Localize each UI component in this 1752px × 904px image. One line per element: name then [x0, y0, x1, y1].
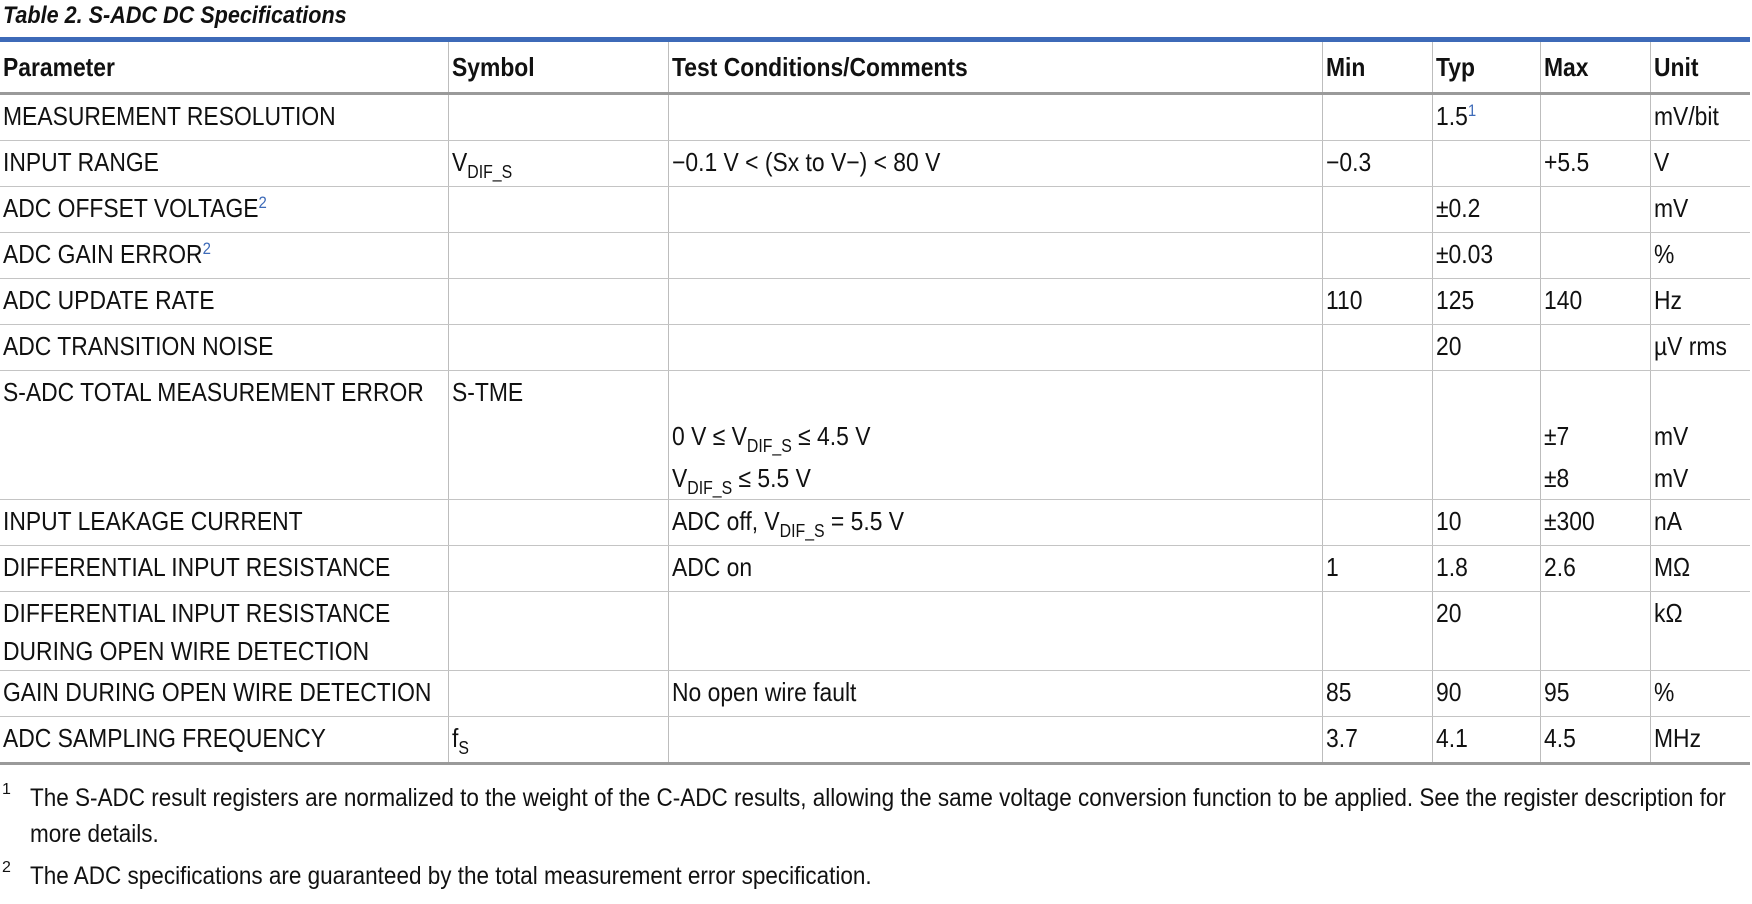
cell-conditions: −0.1 V < (Sx to V−) < 80 V	[668, 141, 1322, 187]
cell-min	[1322, 325, 1432, 371]
table-row	[0, 371, 1750, 500]
spec-table	[0, 37, 1750, 765]
header-unit: Unit	[1650, 40, 1750, 94]
cell-min	[1322, 94, 1432, 141]
cell-parameter: ADC SAMPLING FREQUENCY	[0, 717, 448, 764]
cell-parameter: MEASUREMENT RESOLUTION	[0, 94, 448, 141]
cell-conditions	[668, 279, 1322, 325]
footnote	[0, 780, 1740, 852]
cell-symbol: $V_{DIF\_S}$	[448, 141, 668, 187]
cell-conditions	[668, 592, 1322, 671]
cell-unit: V	[1650, 141, 1750, 187]
header-row	[0, 40, 1750, 94]
cell-conditions: No open wire fault	[668, 671, 1322, 717]
cell-typ: ±0.03	[1432, 233, 1540, 279]
cell-typ: 4.1	[1432, 717, 1540, 764]
table-row	[0, 233, 1750, 279]
footnote-ref[interactable]: 2	[202, 239, 211, 258]
cell-min: 110	[1322, 279, 1432, 325]
cell-parameter: S-ADC TOTAL MEASUREMENT ERROR	[0, 371, 448, 500]
footnotes	[0, 780, 1740, 900]
cell-unit: nA	[1650, 500, 1750, 546]
cell-conditions	[668, 717, 1322, 764]
header-min: Min	[1322, 40, 1432, 94]
cell-max: 2.6	[1540, 546, 1650, 592]
cell-max	[1540, 325, 1650, 371]
cell-symbol: $f_S$	[448, 717, 668, 764]
cell-max: ±300	[1540, 500, 1650, 546]
cell-parameter: ADC OFFSET VOLTAGE$^2$	[0, 187, 448, 233]
table-row	[0, 94, 1750, 141]
cell-unit: kΩ	[1650, 592, 1750, 671]
cell-symbol	[448, 187, 668, 233]
table-row	[0, 717, 1750, 764]
cell-unit: mV	[1650, 187, 1750, 233]
cell-unit: µV rms	[1650, 325, 1750, 371]
footnote-ref[interactable]: 2	[258, 193, 267, 212]
table-caption: Table 2. S-ADC DC Specifications	[3, 2, 347, 29]
cell-typ	[1432, 141, 1540, 187]
cell-symbol	[448, 671, 668, 717]
cell-max	[1540, 592, 1650, 671]
table-row	[0, 325, 1750, 371]
cell-conditions: ADC on	[668, 546, 1322, 592]
footnote	[0, 858, 1740, 894]
cell-max: ±7 ±8	[1540, 371, 1650, 500]
header-symbol: Symbol	[448, 40, 668, 94]
cell-symbol	[448, 94, 668, 141]
footnote-number: 1	[2, 781, 11, 798]
cell-typ	[1432, 371, 1540, 500]
cell-typ: 125	[1432, 279, 1540, 325]
cell-parameter: ADC TRANSITION NOISE	[0, 325, 448, 371]
cell-symbol	[448, 233, 668, 279]
cell-unit: %	[1650, 671, 1750, 717]
cell-min: 1	[1322, 546, 1432, 592]
cell-max	[1540, 94, 1650, 141]
cell-typ: 20	[1432, 325, 1540, 371]
header-conditions: Test Conditions/Comments	[668, 40, 1322, 94]
cell-min	[1322, 233, 1432, 279]
cell-typ: 1.5$^1$	[1432, 94, 1540, 141]
table-row	[0, 187, 1750, 233]
cell-min	[1322, 592, 1432, 671]
cell-parameter: DIFFERENTIAL INPUT RESISTANCE DURING OPEN WIRE DETECTION	[0, 592, 448, 671]
cell-conditions	[668, 187, 1322, 233]
cell-typ: 20	[1432, 592, 1540, 671]
cell-min	[1322, 500, 1432, 546]
cell-parameter: INPUT RANGE	[0, 141, 448, 187]
table-row	[0, 592, 1750, 671]
cell-min: 85	[1322, 671, 1432, 717]
cell-max: 140	[1540, 279, 1650, 325]
cell-unit: mV mV	[1650, 371, 1750, 500]
cell-symbol: S-TME	[448, 371, 668, 500]
footnote-ref[interactable]: 1	[1467, 101, 1476, 120]
cell-max	[1540, 233, 1650, 279]
header-max: Max	[1540, 40, 1650, 94]
footnote-text: The ADC specifications are guaranteed by the total measurement error specification.	[30, 862, 872, 890]
cell-typ: ±0.2	[1432, 187, 1540, 233]
cell-unit: MΩ	[1650, 546, 1750, 592]
cell-typ: 1.8	[1432, 546, 1540, 592]
cell-unit: MHz	[1650, 717, 1750, 764]
table-row	[0, 500, 1750, 546]
cell-symbol	[448, 592, 668, 671]
cell-max: 95	[1540, 671, 1650, 717]
cell-min	[1322, 187, 1432, 233]
cell-symbol	[448, 546, 668, 592]
cell-max: +5.5	[1540, 141, 1650, 187]
cell-min	[1322, 371, 1432, 500]
cell-min: −0.3	[1322, 141, 1432, 187]
footnote-number: 2	[2, 859, 11, 876]
table-row	[0, 671, 1750, 717]
header-typ: Typ	[1432, 40, 1540, 94]
cell-symbol	[448, 325, 668, 371]
cell-parameter: INPUT LEAKAGE CURRENT	[0, 500, 448, 546]
cell-symbol	[448, 279, 668, 325]
cell-max: 4.5	[1540, 717, 1650, 764]
cell-min: 3.7	[1322, 717, 1432, 764]
table-row	[0, 279, 1750, 325]
cell-parameter: ADC GAIN ERROR$^2$	[0, 233, 448, 279]
cell-parameter: GAIN DURING OPEN WIRE DETECTION	[0, 671, 448, 717]
cell-conditions: ADC off, $V_{DIF\_S} = 5.5$ V	[668, 500, 1322, 546]
cell-typ: 10	[1432, 500, 1540, 546]
cell-symbol	[448, 500, 668, 546]
table-row	[0, 141, 1750, 187]
header-parameter: Parameter	[0, 40, 448, 94]
cell-conditions	[668, 233, 1322, 279]
cell-max	[1540, 187, 1650, 233]
cell-parameter: DIFFERENTIAL INPUT RESISTANCE	[0, 546, 448, 592]
table-row	[0, 546, 1750, 592]
cell-unit: mV/bit	[1650, 94, 1750, 141]
cell-conditions	[668, 325, 1322, 371]
cell-conditions	[668, 94, 1322, 141]
cell-parameter: ADC UPDATE RATE	[0, 279, 448, 325]
cell-unit: %	[1650, 233, 1750, 279]
footnote-text: The S-ADC result registers are normalized to the weight of the C-ADC results, allowing the same voltage conversion function to be applied. See the register description for more details.	[30, 784, 1726, 848]
cell-conditions: 0 $V \le V_{DIF\_S} \le 4.5$ V $V_{DIF\_S} \le 5.5$ V	[668, 371, 1322, 500]
cell-unit: Hz	[1650, 279, 1750, 325]
cell-typ: 90	[1432, 671, 1540, 717]
